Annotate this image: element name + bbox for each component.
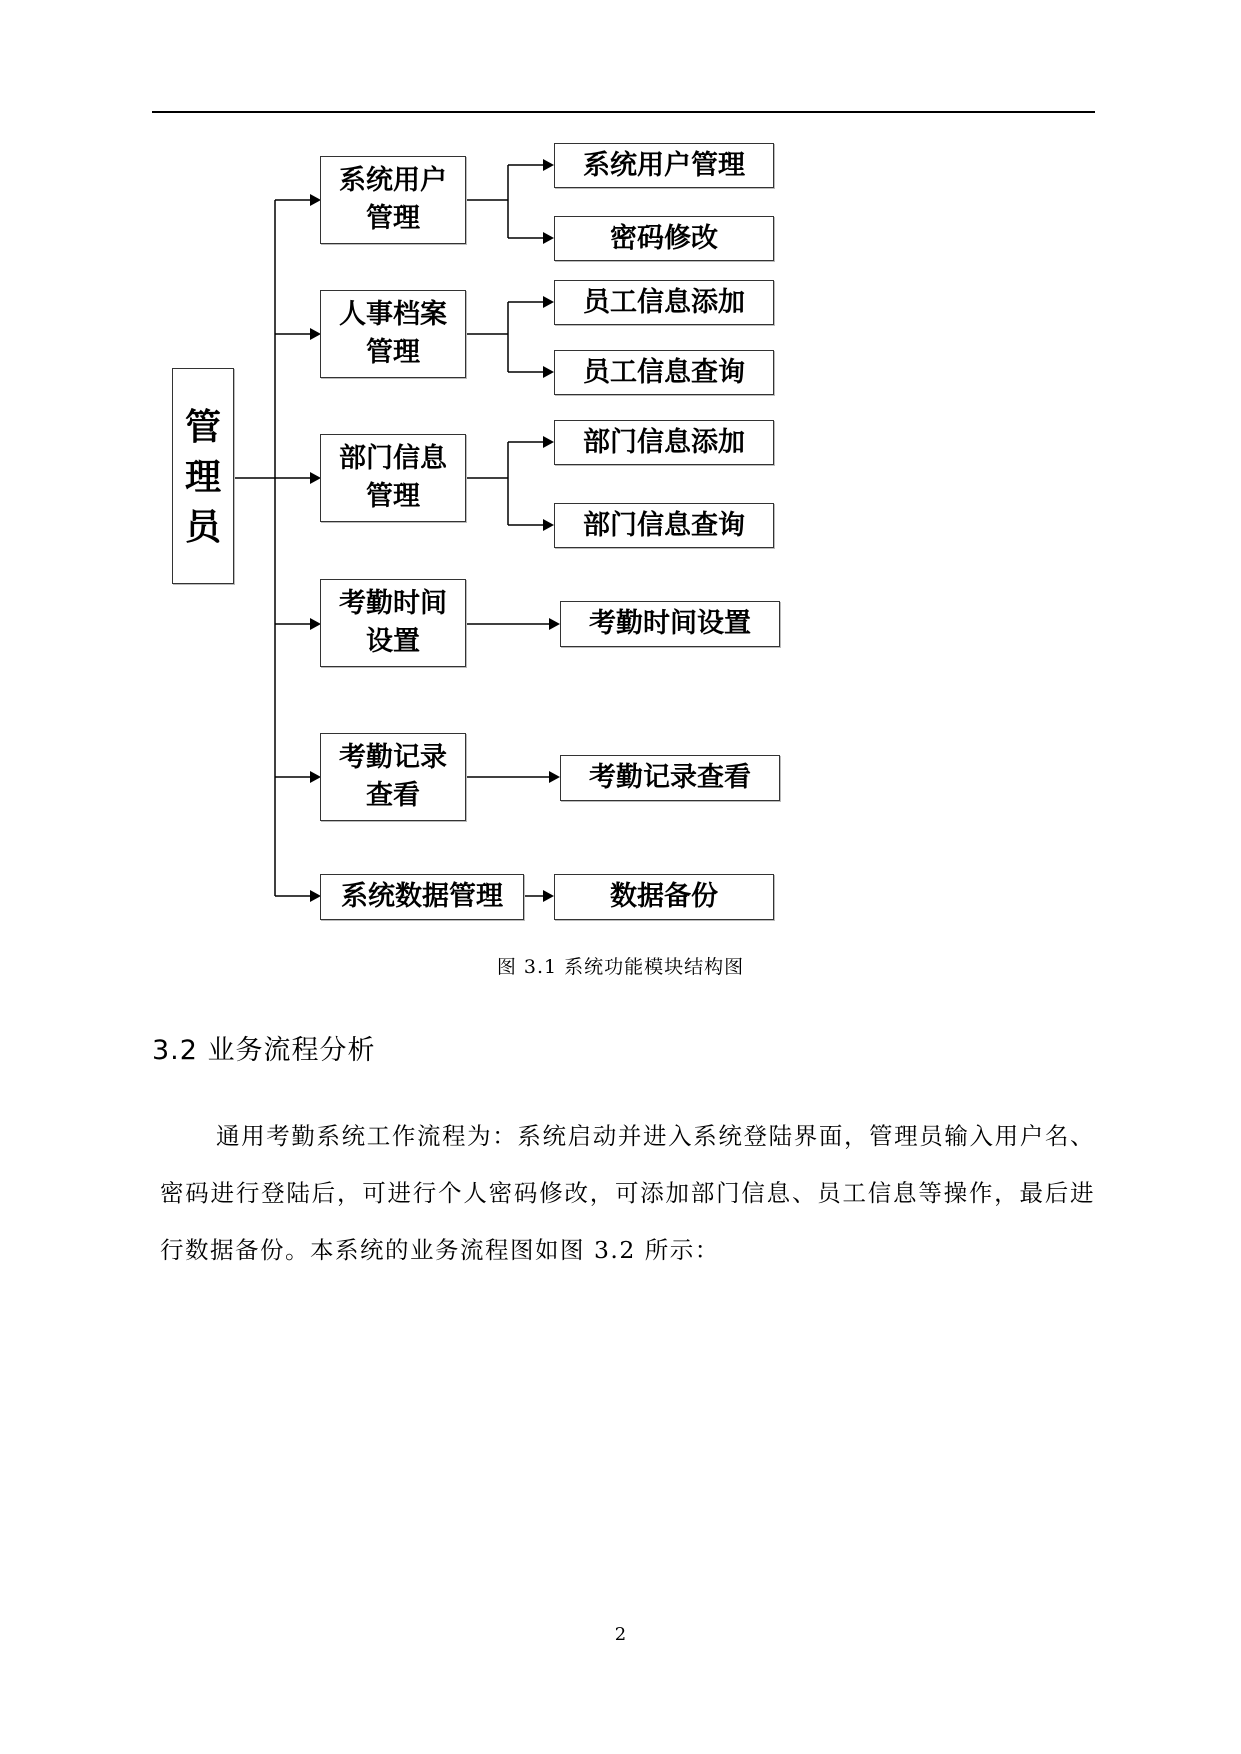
module-node-system-data-management: 系统数据管理 xyxy=(320,874,524,920)
module-node-department-info-management: 部门信息 管理 xyxy=(320,434,466,522)
module-node-attendance-time-setting: 考勤时间 设置 xyxy=(320,579,466,667)
section-heading: 3.2 业务流程分析 xyxy=(152,1035,376,1066)
function-node-employee-info-add: 员工信息添加 xyxy=(554,280,774,325)
body-paragraph: 通用考勤系统工作流程为：系统启动并进入系统登陆界面，管理员输入用户名、密码进行登陆后，可进行个人密码修改，可添加部门信息、员工信息等操作，最后进行数据备份。本系统的业务流程图如图 3.2 所示： xyxy=(160,1122,1095,1264)
function-node-system-user-management: 系统用户管理 xyxy=(554,143,774,188)
module-node-personnel-archive-management: 人事档案 管理 xyxy=(320,290,466,378)
function-node-department-info-query: 部门信息查询 xyxy=(554,503,774,548)
function-node-attendance-time-setting: 考勤时间设置 xyxy=(560,601,780,647)
root-node-administrator: 管 理 员 xyxy=(172,368,234,584)
function-node-employee-info-query: 员工信息查询 xyxy=(554,350,774,395)
function-node-department-info-add: 部门信息添加 xyxy=(554,420,774,465)
function-node-password-change: 密码修改 xyxy=(554,216,774,261)
figure-caption: 图 3.1 系统功能模块结构图 xyxy=(496,956,745,978)
function-node-data-backup: 数据备份 xyxy=(554,874,774,920)
function-node-attendance-record-view: 考勤记录查看 xyxy=(560,755,780,801)
module-node-attendance-record-view: 考勤记录 查看 xyxy=(320,733,466,821)
module-node-system-user-management: 系统用户 管理 xyxy=(320,156,466,244)
page-number: 2 xyxy=(614,1624,627,1645)
